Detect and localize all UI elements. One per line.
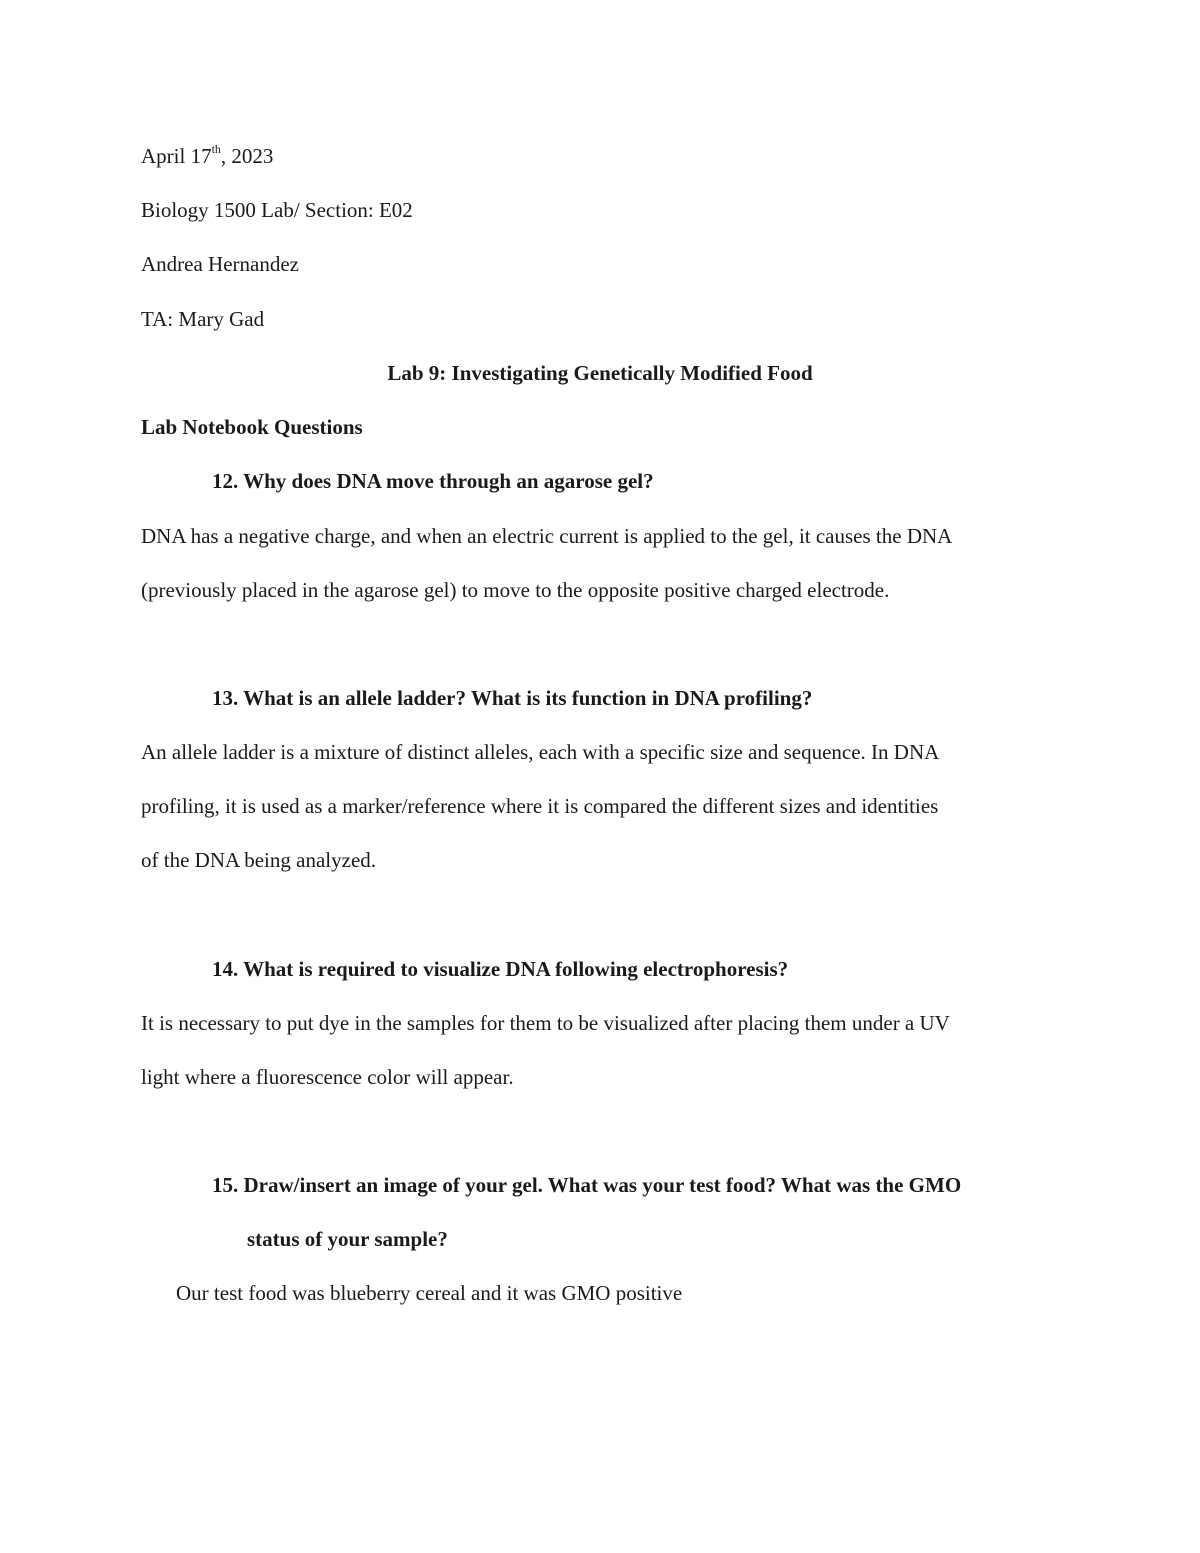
date-text: April 17 <box>141 144 212 168</box>
answer-14-line-1: It is necessary to put dye in the samples for them to be visualized after placing them under a UV <box>141 1011 950 1035</box>
answer-13-line-3: of the DNA being analyzed. <box>141 848 377 872</box>
section-heading: Lab Notebook Questions <box>141 415 363 439</box>
question-15-line-1: 15. Draw/insert an image of your gel. What was your test food? What was the GMO <box>212 1173 962 1197</box>
answer-13-line-1: An allele ladder is a mixture of distinct alleles, each with a specific size and sequence. In DNA <box>141 740 940 764</box>
answer-15-line-1: Our test food was blueberry cereal and it was GMO positive <box>176 1281 683 1305</box>
course-line: Biology 1500 Lab/ Section: E02 <box>141 198 413 222</box>
ta-name: TA: Mary Gad <box>141 307 265 331</box>
answer-14-line-2: light where a fluorescence color will appear. <box>141 1065 514 1089</box>
question-12: 12. Why does DNA move through an agarose gel? <box>212 469 654 493</box>
author-name: Andrea Hernandez <box>141 252 299 276</box>
question-15-line-2: status of your sample? <box>247 1227 448 1251</box>
date-year: , 2023 <box>220 144 274 168</box>
answer-12-line-2: (previously placed in the agarose gel) to move to the opposite positive charged electrode. <box>141 578 890 602</box>
question-13: 13. What is an allele ladder? What is its function in DNA profiling? <box>212 686 813 710</box>
date-superscript: th <box>211 142 221 156</box>
answer-12-line-1: DNA has a negative charge, and when an electric current is applied to the gel, it causes the DNA <box>141 524 953 548</box>
answer-13-line-2: profiling, it is used as a marker/reference where it is compared the different sizes and identities <box>141 794 939 818</box>
document-title: Lab 9: Investigating Genetically Modified Food <box>387 361 813 385</box>
date-line <box>141 143 273 169</box>
question-14: 14. What is required to visualize DNA following electrophoresis? <box>212 957 789 981</box>
